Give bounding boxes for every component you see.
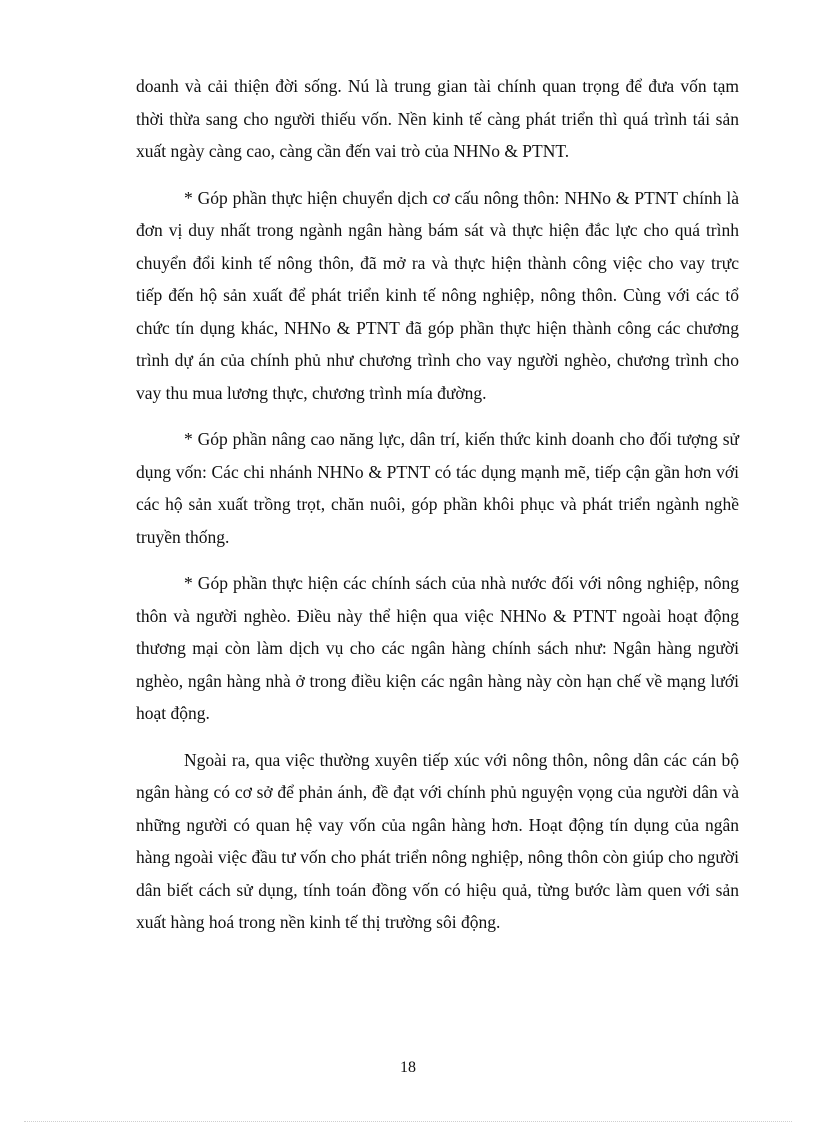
paragraph-additional: Ngoài ra, qua việc thường xuyên tiếp xúc với nông thôn, nông dân các cán bộ ngân hàng có cơ sở để phản ánh, đề đạt với chính phủ nguyện vọng của người dân và những người có quan hệ vay vốn của ngân hàng hơn. Hoạt động tín dụng của ngân hàng ngoài việc đầu tư vốn cho phát triển nông nghiệp, nông thôn còn giúp cho người dân biết cách sử dụng, tính toán đồng vốn có hiệu quả, từng bước làm quen với sản xuất hàng hoá trong nền kinh tế thị trường sôi động.	[136, 749, 739, 932]
page-number: 18	[400, 1059, 416, 1076]
paragraph-continuation: doanh và cải thiện đời sống. Nú là trung gian tài chính quan trọng để đưa vốn tạm thời thừa sang cho người thiếu vốn. Nền kinh tế càng phát triển thì quá trình tái sản xuất ngày càng cao, càng cần đến vai trò của NHNo & PTNT.	[136, 76, 739, 161]
paragraph-restructuring: * Góp phần thực hiện chuyển dịch cơ cấu nông thôn: NHNo & PTNT chính là đơn vị duy nhất trong ngành ngân hàng bám sát và thực hiện đắc lực cho quá trình chuyển đổi kinh tế nông thôn, đã mở ra và thực hiện thành công việc cho vay trực tiếp đến hộ sản xuất để phát triển kinh tế nông nghiệp, nông thôn. Cùng với các tổ chức tín dụng khác, NHNo & PTNT đã góp phần thực hiện thành công các chương trình dự án của chính phủ như chương trình cho vay người nghèo, chương trình cho vay thu mua lương thực, chương trình mía đường.	[136, 187, 739, 403]
page-bottom-divider	[24, 1121, 792, 1122]
paragraph-policy: * Góp phần thực hiện các chính sách của nhà nước đối với nông nghiệp, nông thôn và người nghèo. Điều này thể hiện qua việc NHNo & PTNT ngoài hoạt động thương mại còn làm dịch vụ cho các ngân hàng chính sách như: Ngân hàng người nghèo, ngân hàng nhà ở trong điều kiện các ngân hàng này còn hạn chế về mạng lưới hoạt động.	[136, 573, 739, 723]
body-text	[136, 70, 739, 953]
paragraph-capacity: * Góp phần nâng cao năng lực, dân trí, kiến thức kinh doanh cho đối tượng sử dụng vốn: Các chi nhánh NHNo & PTNT có tác dụng mạnh mẽ, tiếp cận gần hơn với các hộ sản xuất trồng trọt, chăn nuôi, góp phần khôi phục và phát triển ngành nghề truyền thống.	[136, 429, 739, 547]
